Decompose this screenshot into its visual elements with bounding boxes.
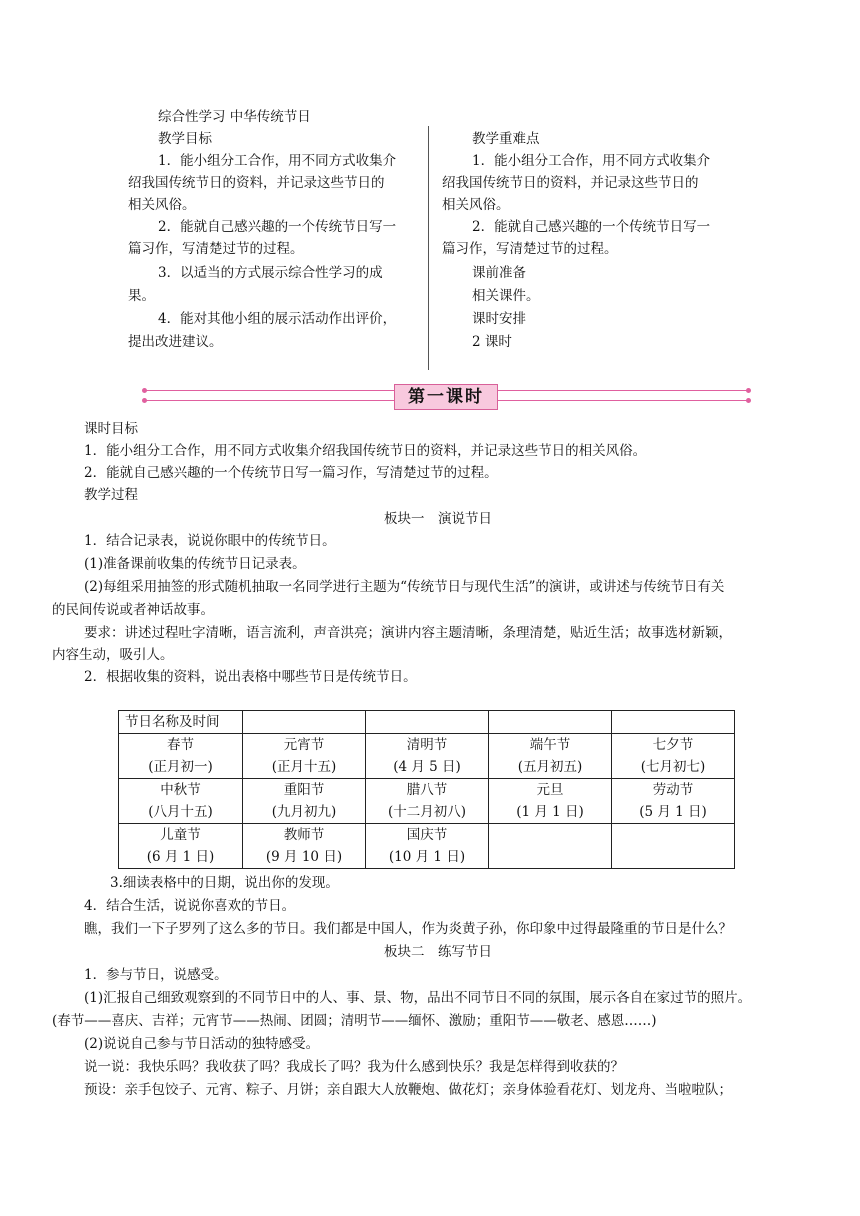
festival-name: 劳动节: [652, 782, 694, 798]
table-cell: [366, 779, 489, 824]
festival-date: (七月初七): [640, 759, 706, 775]
festival-date: (十二月初八): [387, 804, 467, 820]
column-divider: [428, 126, 429, 370]
table-cell: [243, 824, 366, 869]
festival-table: [118, 710, 735, 869]
festival-name: 中秋节: [160, 782, 201, 798]
festival-name: 春节: [167, 737, 194, 753]
festival-date: (5 月 1 日): [639, 804, 707, 820]
table-cell: [489, 711, 612, 734]
right-line: 相关风俗。: [442, 197, 510, 213]
table-cell: [489, 824, 612, 869]
table-cell: [366, 711, 489, 734]
paragraph: 预设：亲手包饺子、元宵、粽子、月饼；亲自跟大人放鞭炮、做花灯；亲身体验看花灯、划龙舟、当啦啦队；: [84, 1082, 732, 1098]
festival-name: 元宵节: [283, 737, 325, 753]
right-line: 1．能小组分工合作，用不同方式收集介: [472, 153, 711, 169]
festival-name: 七夕节: [652, 737, 694, 753]
paragraph: (2)每组采用抽签的形式随机抽取一名同学进行主题为“传统节日与现代生活”的演讲，或讲述与传统节日有关: [84, 579, 725, 595]
table-cell: [119, 734, 243, 779]
table-cell: [612, 711, 735, 734]
table-cell: [243, 734, 366, 779]
section-title: 板块二 练写节日: [384, 944, 492, 960]
paragraph: 瞧，我们一下子罗列了这么多的节日。我们都是中国人，作为炎黄子孙，你印象中过得最隆重的节日是什么？: [84, 921, 732, 937]
right-line: 篇习作，写清楚过节的过程。: [442, 241, 618, 257]
table-cell: [243, 711, 366, 734]
left-line: 绍我国传统节日的资料，并记录这些节日的: [128, 175, 385, 191]
left-line: 4．能对其他小组的展示活动作出评价，: [158, 311, 397, 327]
table-cell: [612, 779, 735, 824]
goal-item: 1．能小组分工合作，用不同方式收集介绍我国传统节日的资料，并记录这些节日的相关风俗。: [84, 443, 647, 459]
banner-dot: [746, 388, 751, 393]
table-cell: [119, 824, 243, 869]
paragraph: (1)准备课前收集的传统节日记录表。: [84, 556, 306, 572]
paragraph: (春节——喜庆、吉祥；元宵节——热闹、团圆；清明节——缅怀、激励；重阳节——敬老、感恩……): [52, 1013, 657, 1029]
paragraph: 的民间传说或者神话故事。: [52, 602, 214, 618]
table-row: [119, 824, 735, 869]
table-cell: [366, 824, 489, 869]
festival-date: (4 月 5 日): [393, 759, 461, 775]
goal-heading: 课时目标: [84, 421, 138, 437]
table-cell: [489, 779, 612, 824]
festival-name: 教师节: [283, 827, 325, 843]
festival-date: (五月初五): [517, 759, 583, 775]
festival-name: 元旦: [536, 782, 564, 798]
right-line: 2．能就自己感兴趣的一个传统节日写一: [472, 219, 711, 235]
paragraph: 3.细读表格中的日期，说出你的发现。: [110, 875, 339, 891]
left-line: 2．能就自己感兴趣的一个传统节日写一: [158, 219, 397, 235]
table-cell: [366, 734, 489, 779]
festival-date: (9 月 10 日): [265, 849, 343, 865]
festival-name: 国庆节: [406, 827, 448, 843]
left-line: 提出改进建议。: [128, 334, 223, 350]
paragraph: 2．根据收集的资料，说出表格中哪些节日是传统节日。: [84, 669, 417, 685]
left-heading: 教学目标: [158, 131, 212, 147]
process-heading: 教学过程: [84, 487, 138, 503]
festival-date: (九月初九): [271, 804, 337, 820]
table-row: [119, 779, 735, 824]
paragraph: (1)汇报自己细致观察到的不同节日中的人、事、景、物，品出不同节日不同的氛围，展示各自在家过节的照片。: [84, 990, 752, 1006]
schedule-heading: 课时安排: [472, 311, 526, 327]
table-row: [119, 734, 735, 779]
paragraph: (2)说说自己参与节日活动的独特感受。: [84, 1036, 320, 1052]
paragraph: 4．结合生活，说说你喜欢的节日。: [84, 898, 296, 914]
festival-name: 儿童节: [160, 827, 201, 843]
section-title: 板块一 演说节日: [384, 511, 492, 527]
right-heading: 教学重难点: [472, 131, 540, 147]
banner-dot: [746, 398, 751, 403]
paragraph: 内容生动，吸引人。: [52, 647, 174, 663]
banner-dot: [142, 398, 147, 403]
paragraph: 1．参与节日，说感受。: [84, 967, 228, 983]
festival-name: 清明节: [406, 737, 448, 753]
festival-name: 重阳节: [283, 782, 325, 798]
right-line: 绍我国传统节日的资料，并记录这些节日的: [442, 175, 699, 191]
festival-date: (10 月 1 日): [388, 849, 466, 865]
paragraph: 要求：讲述过程吐字清晰，语言流利，声音洪亮；演讲内容主题清晰，条理清楚，贴近生活；故事选材新颖，: [84, 625, 732, 641]
left-line: 3．以适当的方式展示综合性学习的成: [158, 265, 383, 281]
festival-name: 端午节: [529, 737, 571, 753]
left-line: 篇习作，写清楚过节的过程。: [128, 241, 304, 257]
prep-text: 相关课件。: [472, 288, 540, 304]
festival-date: (1 月 1 日): [516, 804, 584, 820]
prep-heading: 课前准备: [472, 265, 526, 281]
left-line: 果。: [128, 288, 155, 304]
table-cell: [489, 734, 612, 779]
festival-date: (6 月 1 日): [146, 849, 215, 865]
left-line: 相关风俗。: [128, 197, 196, 213]
banner-label: 第一课时: [394, 384, 498, 410]
paragraph: 1．结合记录表，说说你眼中的传统节日。: [84, 533, 336, 549]
page-title: 综合性学习 中华传统节日: [158, 109, 311, 125]
table-header-cell: 节日名称及时间: [119, 711, 243, 734]
festival-date: (正月初一): [148, 759, 213, 775]
festival-date: (正月十五): [271, 759, 337, 775]
festival-date: (八月十五): [148, 804, 213, 820]
table-header-row: [119, 711, 735, 734]
paragraph: 说一说：我快乐吗？我收获了吗？我成长了吗？我为什么感到快乐？我是怎样得到收获的？: [84, 1059, 624, 1075]
left-line: 1．能小组分工合作，用不同方式收集介: [158, 153, 397, 169]
schedule-text: 2 课时: [472, 334, 512, 350]
banner-dot: [142, 388, 147, 393]
table-cell: [243, 779, 366, 824]
table-cell: [612, 824, 735, 869]
goal-item: 2．能就自己感兴趣的一个传统节日写一篇习作，写清楚过节的过程。: [84, 465, 498, 481]
table-cell: [119, 779, 243, 824]
table-cell: [612, 734, 735, 779]
festival-name: 腊八节: [406, 782, 448, 798]
